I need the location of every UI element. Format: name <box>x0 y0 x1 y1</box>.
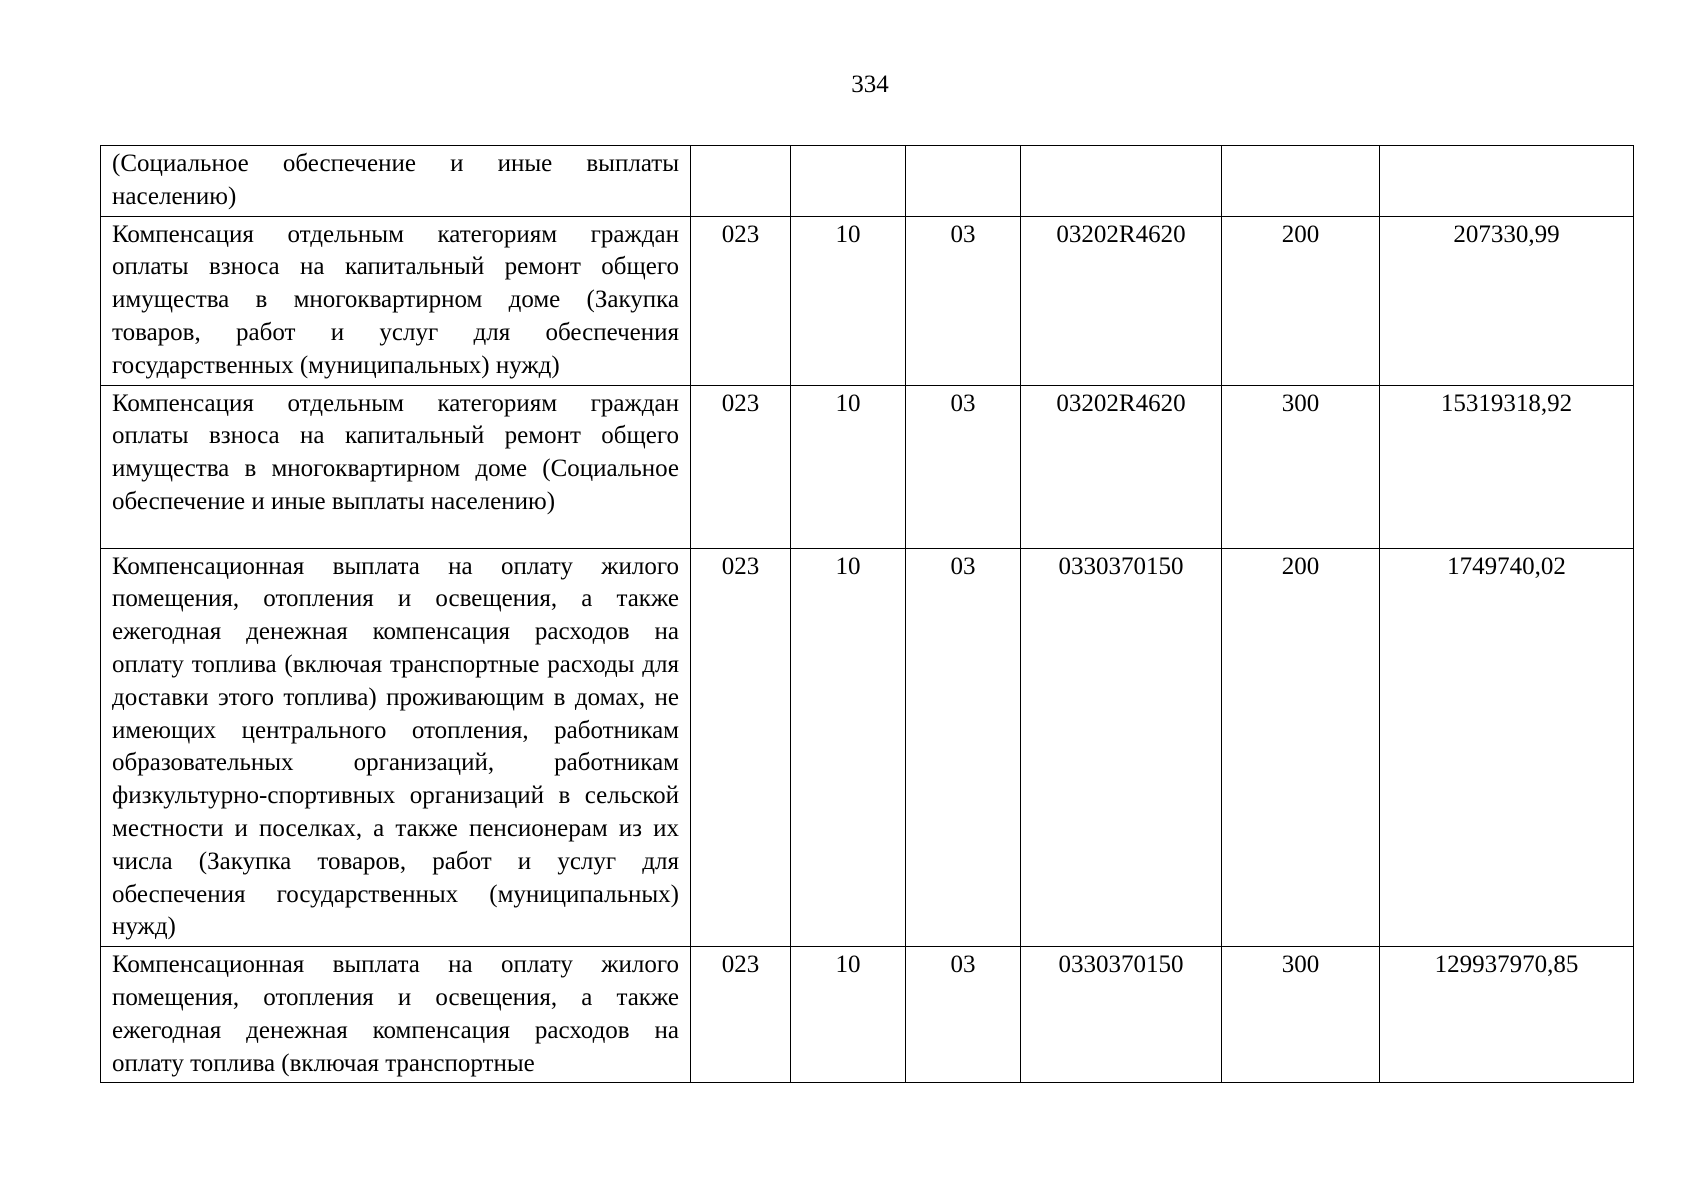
section-code: 10 <box>791 548 906 947</box>
subsection-code: 03 <box>906 947 1021 1083</box>
section-code: 10 <box>791 216 906 385</box>
budget-table <box>100 145 1634 1083</box>
ministry-code: 023 <box>691 216 791 385</box>
section-code <box>791 146 906 217</box>
expense-type-code <box>1222 146 1380 217</box>
ministry-code: 023 <box>691 548 791 947</box>
section-code: 10 <box>791 947 906 1083</box>
section-code: 10 <box>791 385 906 548</box>
row-description: Компенсационная выплата на оплату жилого помещения, отопления и освещения, а также ежегодная денежная компенсация расходов на оплату топлива (включая транспортные <box>101 947 691 1083</box>
table-row <box>101 385 1634 548</box>
table-row <box>101 947 1634 1083</box>
target-article-code: 0330370150 <box>1021 548 1222 947</box>
ministry-code: 023 <box>691 385 791 548</box>
row-description: Компенсационная выплата на оплату жилого помещения, отопления и освещения, а также ежегодная денежная компенсация расходов на оплату топлива (включая транспортные расходы для доставки этого топлива) проживающим в домах, не имеющих центрального отопления, работникам образовательных организаций, работникам физкультурно-спортивных организаций в сельской местности и поселках, а также пенсионерам из их числа (Закупка товаров, работ и услуг для обеспечения государственных (муниципальных) нужд) <box>101 548 691 947</box>
table-row <box>101 146 1634 217</box>
row-description: (Социальное обеспечение и иные выплаты населению) <box>101 146 691 217</box>
expense-type-code: 300 <box>1222 385 1380 548</box>
ministry-code: 023 <box>691 947 791 1083</box>
page-number: 334 <box>851 71 889 98</box>
expense-type-code: 300 <box>1222 947 1380 1083</box>
amount-value: 1749740,02 <box>1380 548 1634 947</box>
amount-value: 15319318,92 <box>1380 385 1634 548</box>
table-row <box>101 548 1634 947</box>
subsection-code: 03 <box>906 216 1021 385</box>
target-article-code: 0330370150 <box>1021 947 1222 1083</box>
amount-value <box>1380 146 1634 217</box>
target-article-code: 03202R4620 <box>1021 385 1222 548</box>
subsection-code: 03 <box>906 548 1021 947</box>
table-row <box>101 216 1634 385</box>
expense-type-code: 200 <box>1222 548 1380 947</box>
amount-value: 129937970,85 <box>1380 947 1634 1083</box>
amount-value: 207330,99 <box>1380 216 1634 385</box>
target-article-code: 03202R4620 <box>1021 216 1222 385</box>
expense-type-code: 200 <box>1222 216 1380 385</box>
subsection-code <box>906 146 1021 217</box>
row-description: Компенсация отдельным категориям граждан оплаты взноса на капитальный ремонт общего имущества в многоквартирном доме (Закупка товаров, работ и услуг для обеспечения государственных (муниципальных) нужд) <box>101 216 691 385</box>
target-article-code <box>1021 146 1222 217</box>
subsection-code: 03 <box>906 385 1021 548</box>
row-description: Компенсация отдельным категориям граждан оплаты взноса на капитальный ремонт общего имущества в многоквартирном доме (Социальное обеспечение и иные выплаты населению) <box>101 385 691 548</box>
ministry-code <box>691 146 791 217</box>
